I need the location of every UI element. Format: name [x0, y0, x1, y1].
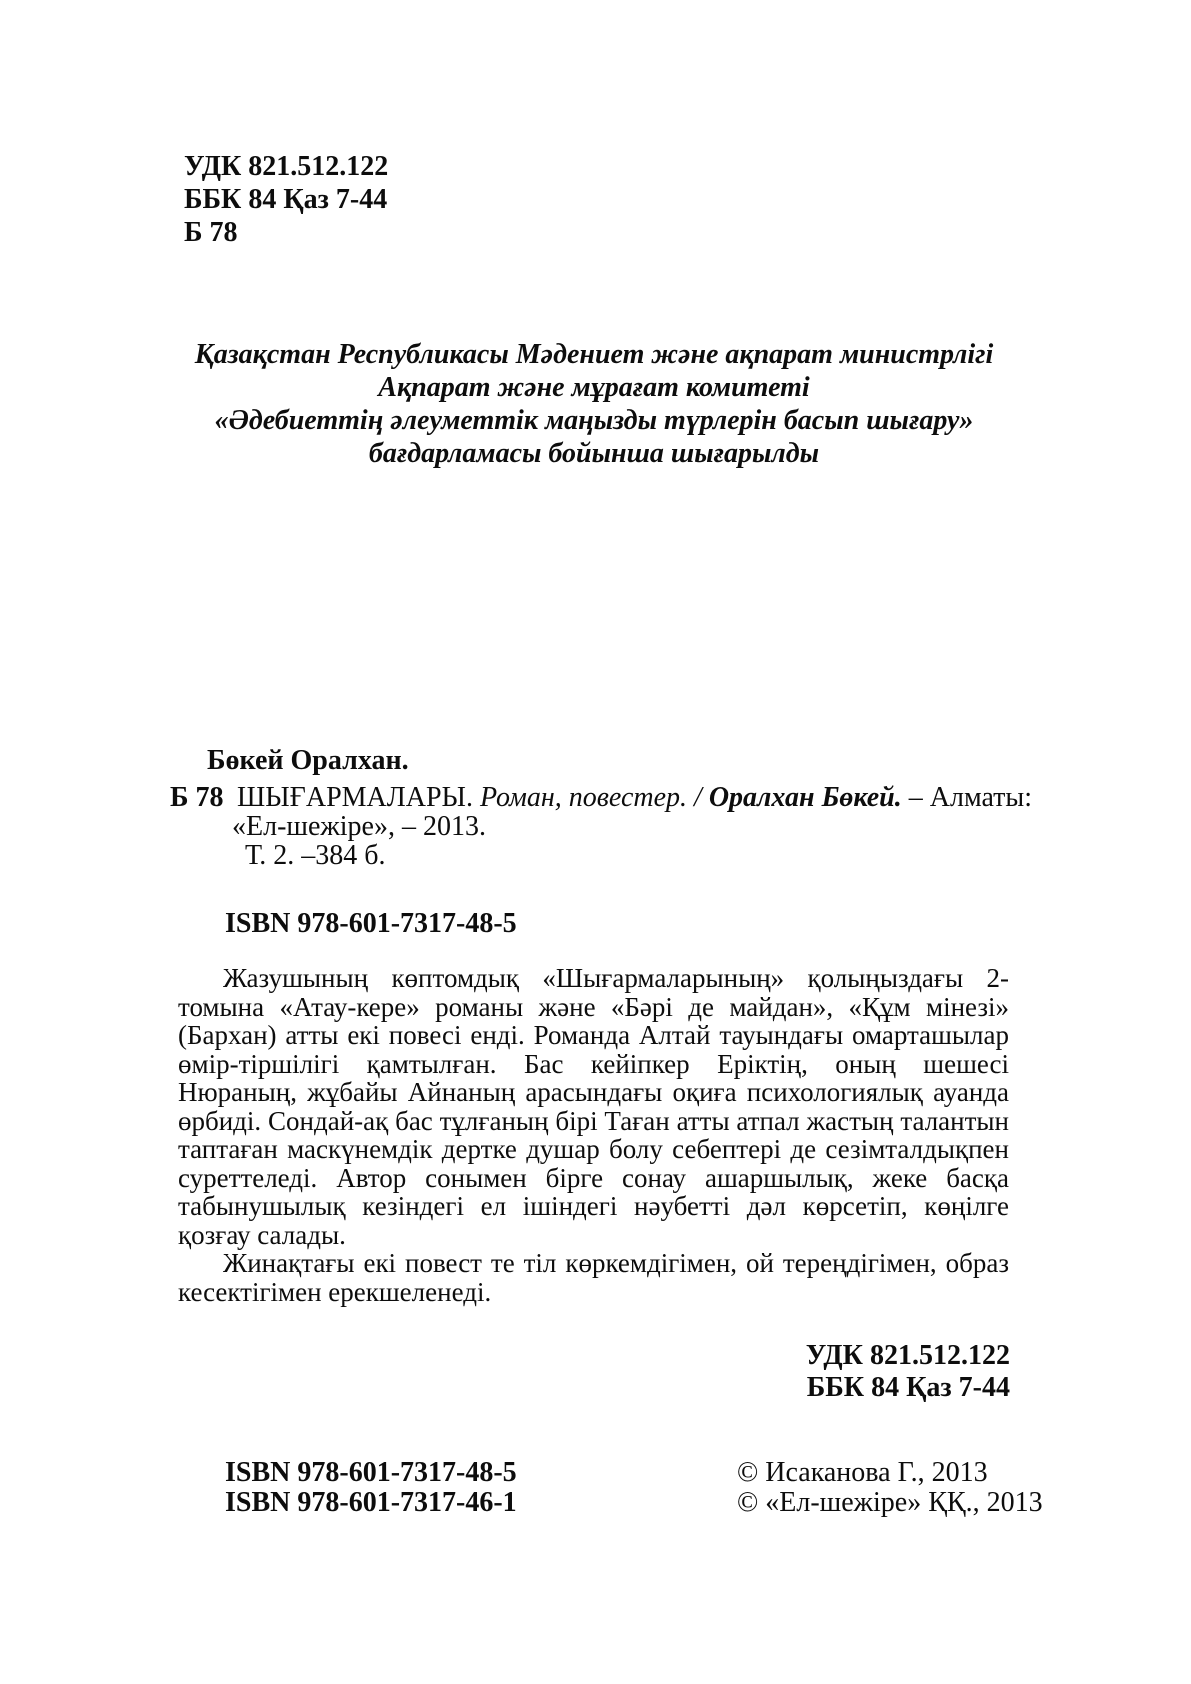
- annotation-paragraph-2: Жинақтағы екі повест те тіл көркемдігімен, ой тереңдігімен, образ кесектігімен ерекшеленеді.: [178, 1248, 1009, 1307]
- author-heading: Бөкей Оралхан.: [207, 745, 409, 776]
- book-genre: Роман, повестер. /: [479, 782, 702, 813]
- udc-code: УДК 821.512.122: [184, 151, 389, 182]
- isbn-main: ISBN 978-601-7317-48-5: [225, 908, 517, 939]
- footer-copyright-line: © «Ел-шежіре» ҚҚ., 2013: [737, 1487, 1043, 1518]
- classification-top-block: [184, 150, 388, 249]
- program-note-line: «Әдебиеттің әлеуметтік маңызды түрлерін басып шығару»: [214, 405, 974, 436]
- annotation-paragraph-1: Жазушының көптомдық «Шығармаларының» қолыңыздағы 2-томына «Атау-кере» романы және «Бәрі де майдан», «Құм мінезі» (Бархан) атты екі повесі енді. Романда Алтай тауындағы омарташылар өмір-тіршілігі қамтылған. Бас кейіпкер Еріктің, оның шешесі Нюраның, жұбайы Айнаның арасындағы оқиға психологиялық ауанда өрбиді. Сондай-ақ бас тұлғаның бірі Таған атты атпал жастың талантын таптаған маскүнемдік дертке душар болу себептері де сезімталдықпен суреттеледі. Автор сонымен бірге сонау ашаршылық, жеке басқа табынушылық кезіндегі ел ішіндегі нәубетті дәл көрсетіп, көңілге қозғау салады.: [178, 963, 1009, 1250]
- volume-line: Т. 2. –384 б.: [245, 840, 386, 871]
- program-note-line: Қазақстан Республикасы Мәдениет және ақпарат министрлігі: [194, 339, 994, 370]
- author-sign: Б 78: [184, 217, 238, 248]
- catalog-entry-line-1: [170, 783, 1032, 812]
- program-note-line: бағдарламасы бойынша шығарылды: [368, 438, 820, 469]
- bbk-code: ББК 84 Қаз 7-44: [184, 184, 388, 215]
- footer-copyright-line: © Исаканова Г., 2013: [737, 1457, 988, 1488]
- footer-isbn-block: [225, 1458, 517, 1518]
- program-note-line: Ақпарат және мұрағат комитеті: [378, 372, 810, 403]
- imprint-place: – Алматы:: [908, 782, 1033, 813]
- ministry-program-note: [178, 338, 1010, 470]
- catalog-entry: [170, 783, 1032, 870]
- udc-code-bottom: УДК 821.512.122: [805, 1340, 1010, 1371]
- book-author: Оралхан Бөкей.: [708, 782, 902, 813]
- book-title: ШЫҒАРМАЛАРЫ.: [237, 782, 473, 813]
- publisher-line: «Ел-шежіре», – 2013.: [232, 811, 486, 842]
- annotation: [178, 964, 1009, 1306]
- classification-bottom-block: [806, 1340, 1010, 1404]
- catalog-author-sign: Б 78: [170, 782, 224, 813]
- bbk-code-bottom: ББК 84 Қаз 7-44: [806, 1372, 1010, 1403]
- footer-isbn-line: ISBN 978-601-7317-48-5: [225, 1457, 517, 1488]
- footer-copyright-block: [737, 1458, 1043, 1518]
- footer-isbn-line: ISBN 978-601-7317-46-1: [225, 1487, 517, 1518]
